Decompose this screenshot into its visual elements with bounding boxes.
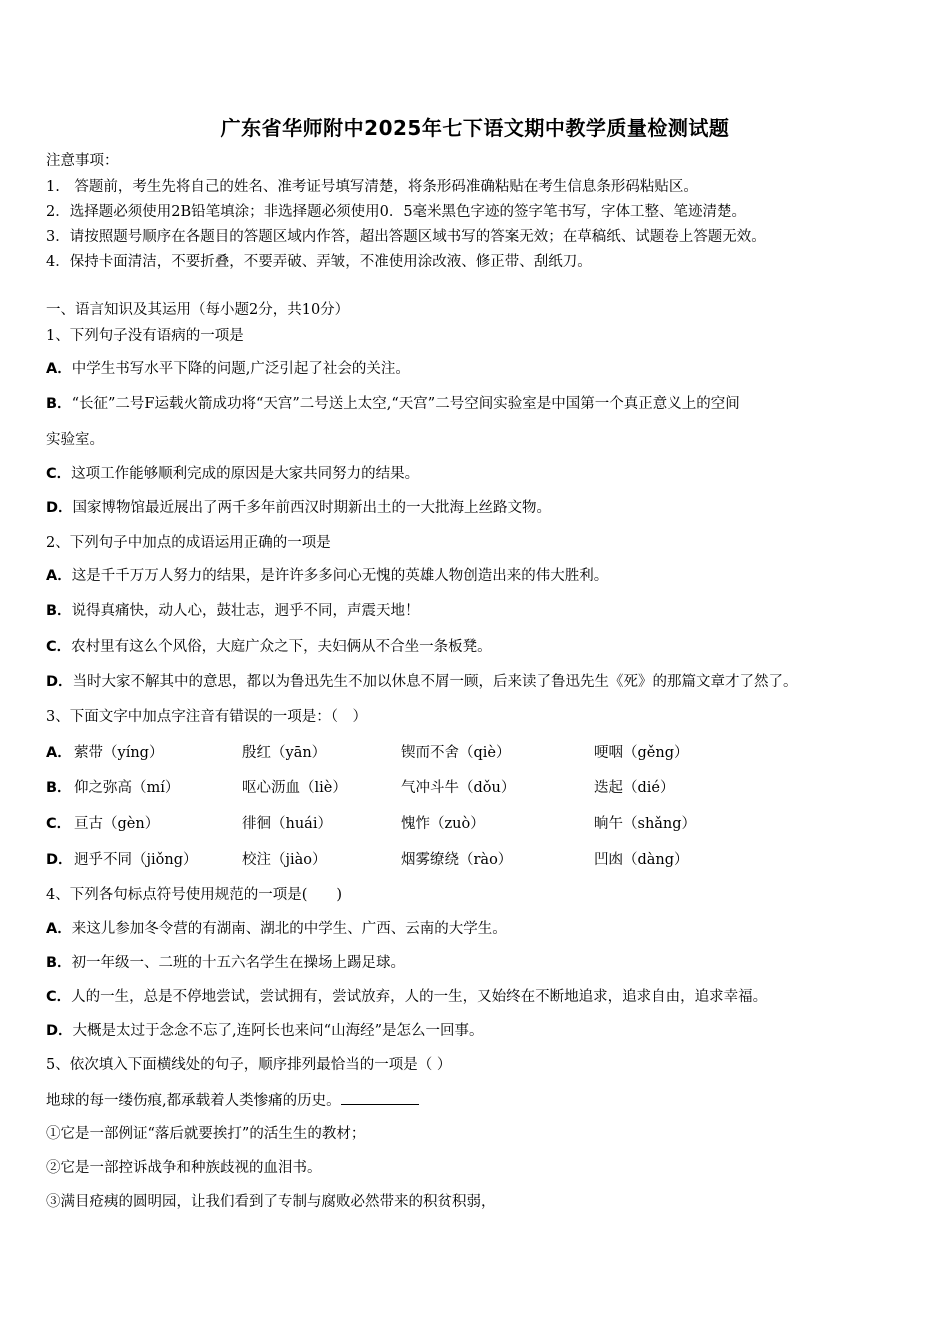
option-text: 这是千千万万人努力的结果，是许许多多问心无愧的英雄人物创造出来的伟大胜利。 (71, 568, 609, 584)
option-label: D． (46, 674, 73, 690)
option-label: B． (46, 396, 72, 412)
option-text: 来这儿参加冬令营的有湖南、湖北的中学生、广西、云南的大学生。 (71, 921, 507, 937)
question-1-option-b-continued: 实验室。 (46, 432, 104, 448)
option-cell: 殷红（yān） (242, 745, 327, 761)
notice-item: 2．选择题必须使用2B铅笔填涂；非选择题必须使用0．5毫米黑色字迹的签字笔书写，字体工整、笔迹清楚。 (46, 204, 747, 220)
question-3-stem: 3、下面文字中加点字注音有错误的一项是：（ ） (46, 709, 367, 725)
option-text: 大概是太过于念念不忘了,连阿长也来问“山海经”是怎么一回事。 (72, 1023, 484, 1039)
question-4-option-d (46, 1021, 483, 1041)
question-5-sentence-1: ①它是一部例证“落后就要挨打”的活生生的教材； (46, 1126, 366, 1142)
question-2-option-a (46, 566, 608, 586)
question-2-stem: 2、下列句子中加点的成语运用正确的一项是 (46, 535, 331, 551)
option-text: 当时大家不解其中的意思，都以为鲁迅先生不加以休息不屑一顾，后来读了鲁迅先生《死》的那篇文章才了然了。 (72, 674, 798, 690)
question-1-stem: 1、下列句子没有语病的一项是 (46, 328, 244, 344)
page-title: 广东省华师附中2025年七下语文期中教学质量检测试题 (220, 116, 730, 140)
option-label: D． (46, 1023, 73, 1039)
question-1-option-d (46, 498, 551, 518)
option-cell: 哽咽（gěng） (594, 745, 689, 761)
option-label: C． (46, 639, 72, 655)
question-5-stem: 5、依次填入下面横线处的句子，顺序排列最恰当的一项是（ ） (46, 1057, 452, 1073)
question-5-sentence-3: ③满目疮痍的圆明园，让我们看到了专制与腐败必然带来的积贫积弱， (46, 1194, 496, 1210)
option-label: C． (46, 466, 72, 482)
option-label: C． (46, 989, 72, 1005)
question-1-option-c (46, 464, 419, 484)
option-label: C． (46, 816, 72, 832)
question-5-passage (46, 1090, 419, 1111)
option-label: A． (46, 361, 72, 377)
option-cell: 气冲斗牛（dǒu） (401, 780, 516, 796)
option-label: B． (46, 780, 72, 796)
question-2-option-b (46, 601, 420, 621)
option-text: 农村里有这么个风俗，大庭广众之下，夫妇俩从不合坐一条板凳。 (71, 639, 492, 655)
option-text: 初一年级一、二班的十五六名学生在操场上踢足球。 (71, 955, 406, 971)
option-cell: 萦带（yíng） (74, 745, 164, 761)
option-text: 说得真痛快，动人心，鼓壮志，迥乎不同，声震天地！ (71, 603, 420, 619)
option-text: 中学生书写水平下降的问题,广泛引起了社会的关注。 (71, 361, 410, 377)
option-text: 国家博物馆最近展出了两千多年前西汉时期新出土的一大批海上丝路文物。 (72, 500, 552, 516)
question-4-stem: 4、下列各句标点符号使用规范的一项是( ) (46, 887, 343, 903)
question-1-option-b (46, 394, 740, 414)
notice-item: 4．保持卡面清洁，不要折叠，不要弄破、弄皱，不准使用涂改液、修正带、刮纸刀。 (46, 254, 592, 270)
question-1-option-a (46, 359, 410, 379)
option-cell: 呕心沥血（liè） (242, 780, 347, 796)
passage-text: 地球的每一缕伤痕,都承载着人类惨痛的历史。 (46, 1093, 341, 1109)
option-label: B． (46, 955, 72, 971)
option-cell: 晌午（shǎng） (594, 816, 697, 832)
option-cell: 愧怍（zuò） (401, 816, 485, 832)
question-4-option-c (46, 987, 767, 1007)
option-text: “长征”二号F运载火箭成功将“天宫”二号送上太空,“天宫”二号空间实验室是中国第一个真正意义上的空间 (71, 396, 740, 412)
notice-item: 3．请按照题号顺序在各题目的答题区域内作答，超出答题区域书写的答案无效；在草稿纸、试题卷上答题无效。 (46, 229, 766, 245)
question-4-option-b (46, 953, 405, 973)
option-label: A． (46, 921, 72, 937)
question-2-option-d (46, 672, 798, 692)
option-cell: 烟雾缭绕（rào） (401, 852, 513, 868)
option-label: D． (46, 500, 73, 516)
option-cell: 凹凼（dàng） (594, 852, 689, 868)
option-label: B． (46, 603, 72, 619)
option-label: A． (46, 745, 72, 761)
question-4-option-a (46, 919, 507, 939)
notice-item: 1. 答题前，考生先将自己的姓名、准考证号填写清楚，将条形码准确粘贴在考生信息条形码粘贴区。 (46, 179, 698, 195)
option-label: A． (46, 568, 72, 584)
option-cell: 迭起（dié） (594, 780, 675, 796)
fill-in-blank (341, 1090, 419, 1105)
option-cell: 锲而不舍（qiè） (401, 745, 511, 761)
option-cell: 仰之弥高（mí） (74, 780, 180, 796)
option-cell: 迥乎不同（jiǒng） (74, 852, 198, 868)
option-label: D． (46, 852, 73, 868)
question-2-option-c (46, 637, 492, 657)
option-text: 这项工作能够顺利完成的原因是大家共同努力的结果。 (71, 466, 420, 482)
question-5-sentence-2: ②它是一部控诉战争和种族歧视的血泪书。 (46, 1160, 322, 1176)
option-cell: 校注（jiào） (242, 852, 327, 868)
section-heading: 一、语言知识及其运用（每小题2分，共10分） (46, 302, 350, 318)
option-cell: 亘古（gèn） (74, 816, 160, 832)
notice-heading: 注意事项： (46, 153, 119, 169)
option-cell: 徘徊（huái） (242, 816, 332, 832)
option-text: 人的一生，总是不停地尝试，尝试拥有，尝试放弃，人的一生，又始终在不断地追求，追求自由，追求幸福。 (71, 989, 768, 1005)
